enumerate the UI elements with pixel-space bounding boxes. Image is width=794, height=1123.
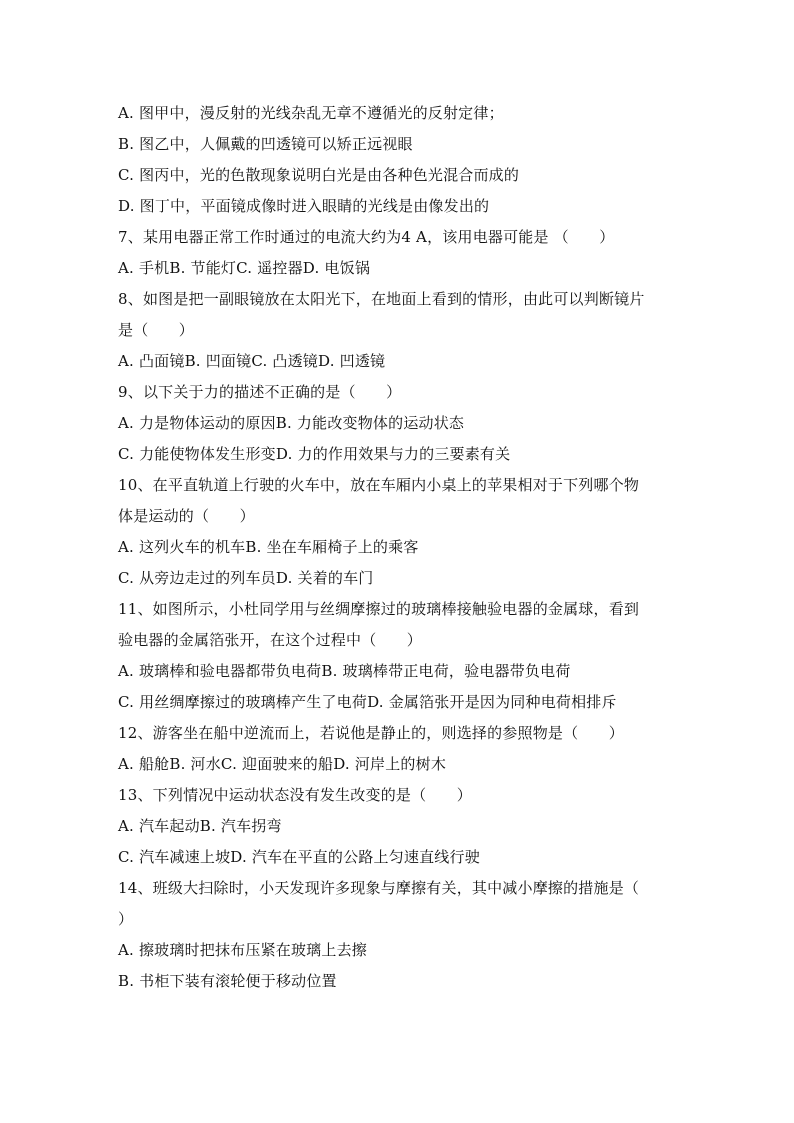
question-14-continued: ） (118, 910, 134, 928)
question-10-continued: 体是运动的（ ） (118, 507, 255, 525)
options-9-cd: C. 力能使物体发生形变D. 力的作用效果与力的三要素有关 (118, 445, 511, 463)
options-13-ab: A. 汽车起动B. 汽车拐弯 (118, 817, 282, 835)
option-line: C. 图丙中，光的色散现象说明白光是由各种色光混合而成的 (118, 166, 520, 184)
question-10: 10、在平直轨道上行驶的火车中，放在车厢内小桌上的苹果相对于下列哪个物 (118, 476, 640, 494)
options-9-ab: A. 力是物体运动的原因B. 力能改变物体的运动状态 (118, 414, 465, 432)
question-13: 13、下列情况中运动状态没有发生改变的是（ ） (118, 786, 472, 804)
options-8: A. 凸面镜B. 凹面镜C. 凸透镜D. 凹透镜 (118, 352, 386, 370)
question-7: 7、某用电器正常工作时通过的电流大约为4 A，该用电器可能是 （ ） (118, 228, 615, 246)
question-9: 9、以下关于力的描述不正确的是（ ） (118, 383, 402, 401)
question-14: 14、班级大扫除时，小天发现许多现象与摩擦有关，其中减小摩擦的措施是（ (118, 879, 640, 897)
question-12: 12、游客坐在船中逆流而上，若说他是静止的，则选择的参照物是（ ） (118, 724, 624, 742)
options-14-b: B. 书柜下装有滚轮便于移动位置 (118, 972, 337, 990)
options-10-cd: C. 从旁边走过的列车员D. 关着的车门 (118, 569, 374, 587)
options-13-cd: C. 汽车减速上坡D. 汽车在平直的公路上匀速直线行驶 (118, 848, 480, 866)
option-line: A. 图甲中，漫反射的光线杂乱无章不遵循光的反射定律； (118, 104, 504, 122)
options-7: A. 手机B. 节能灯C. 遥控器D. 电饭锅 (118, 259, 371, 277)
options-11-ab: A. 玻璃棒和验电器都带负电荷B. 玻璃棒带正电荷，验电器带负电荷 (118, 662, 571, 680)
options-14-a: A. 擦玻璃时把抹布压紧在玻璃上去擦 (118, 941, 367, 959)
option-line: D. 图丁中，平面镜成像时进入眼睛的光线是由像发出的 (118, 197, 490, 215)
question-11-continued: 验电器的金属箔张开，在这个过程中（ ） (118, 631, 423, 649)
options-11-cd: C. 用丝绸摩擦过的玻璃棒产生了电荷D. 金属箔张开是因为同种电荷相排斥 (118, 693, 617, 711)
question-8-continued: 是（ ） (118, 321, 195, 339)
options-10-ab: A. 这列火车的机车B. 坐在车厢椅子上的乘客 (118, 538, 419, 556)
options-12: A. 船舱B. 河水C. 迎面驶来的船D. 河岸上的树木 (118, 755, 447, 773)
option-line: B. 图乙中，人佩戴的凹透镜可以矫正远视眼 (118, 135, 413, 153)
question-11: 11、如图所示，小杜同学用与丝绸摩擦过的玻璃棒接触验电器的金属球，看到 (118, 600, 640, 618)
document-page (118, 98, 678, 997)
question-8: 8、如图是把一副眼镜放在太阳光下，在地面上看到的情形，由此可以判断镜片 (118, 290, 645, 308)
